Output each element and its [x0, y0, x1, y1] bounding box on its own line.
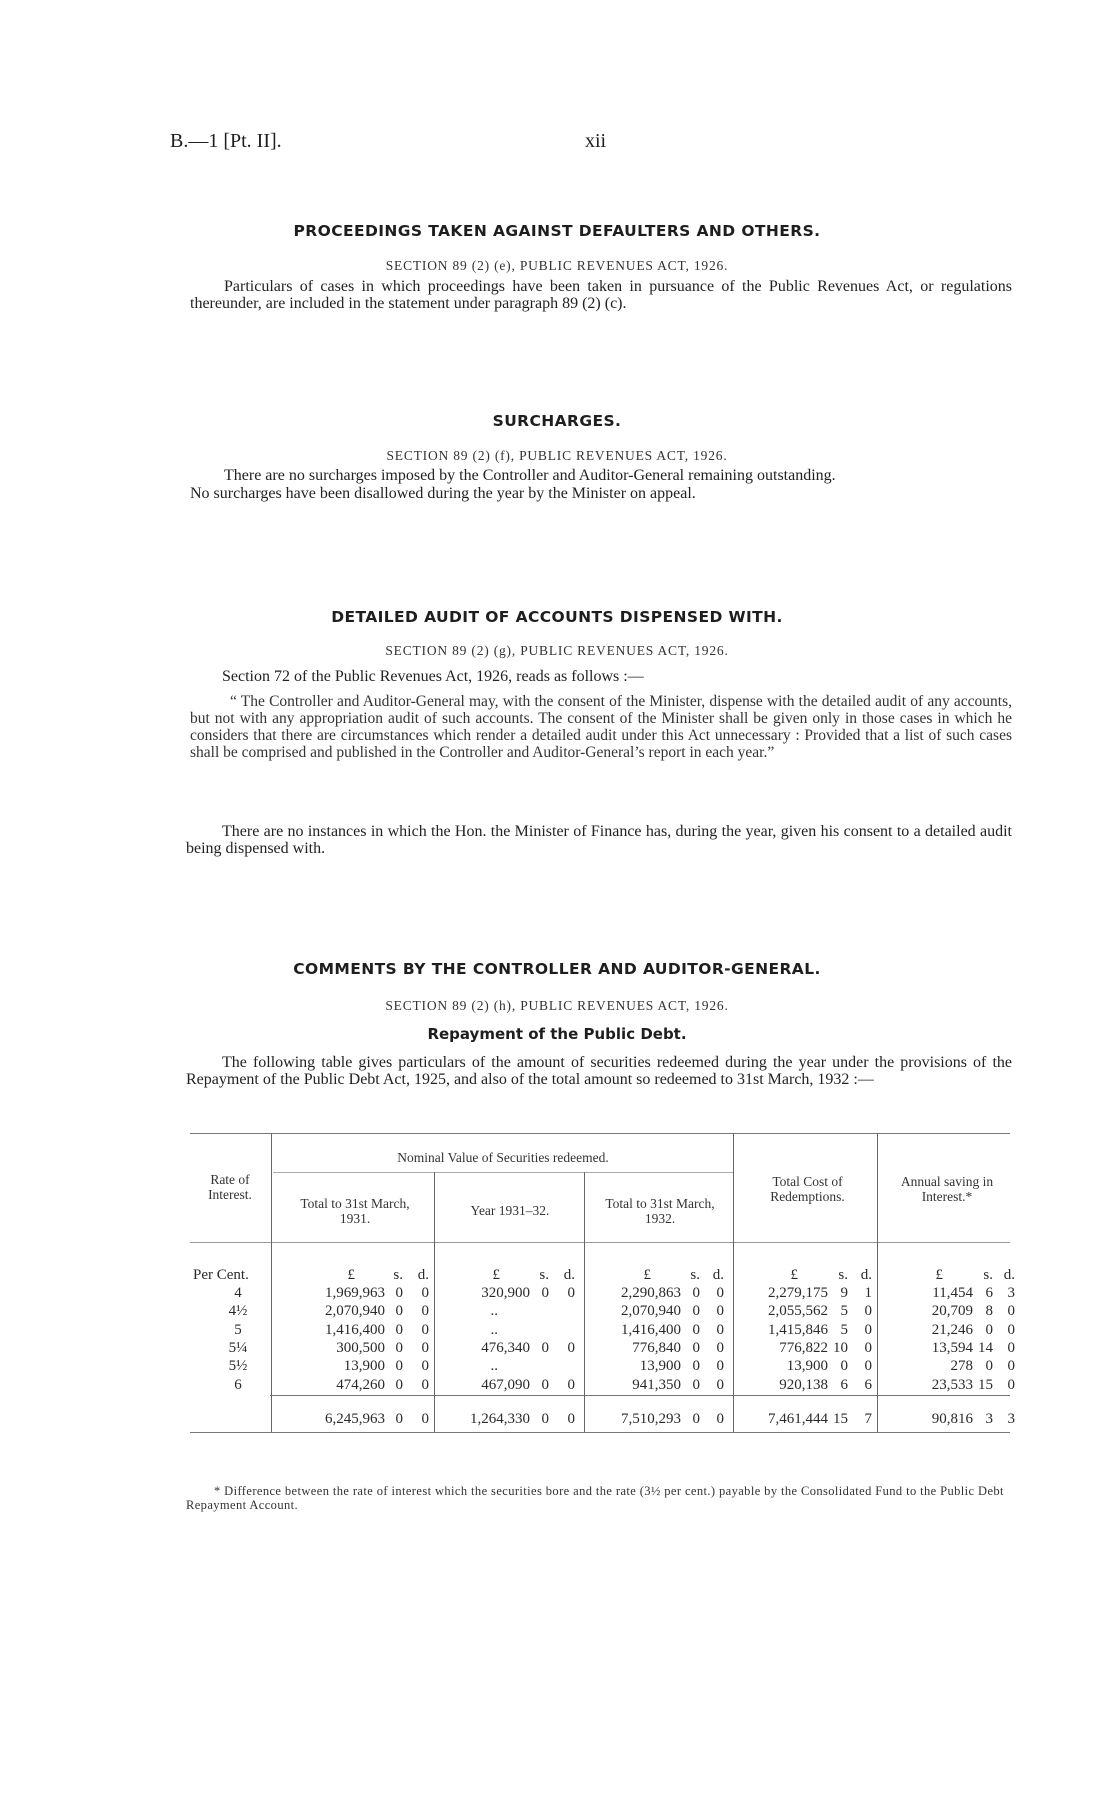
header-rate: Rate of Interest.	[208, 1172, 252, 1202]
sav-shillings-cell: 6	[985, 1285, 993, 1301]
col-rule-1	[271, 1133, 272, 1432]
t31-pence-cell: 0	[421, 1303, 429, 1320]
unit-pound: £	[643, 1267, 651, 1283]
sav-pounds-cell: 23,533	[931, 1376, 973, 1393]
unit-pence: d.	[712, 1267, 724, 1283]
sav-pence-cell: 0	[1007, 1321, 1015, 1338]
t32-pounds-cell: 776,840	[632, 1339, 681, 1356]
sav-pounds-cell: 278	[950, 1358, 973, 1375]
total-cost-pounds: 7,461,444	[768, 1411, 828, 1427]
subtitle-repayment: Repayment of the Public Debt.	[427, 1025, 687, 1043]
section-reference-audit: SECTION 89 (2) (g), PUBLIC REVENUES ACT, 1926.	[385, 643, 729, 658]
cost-shillings-cell: 6	[840, 1376, 848, 1393]
yr-pounds-cell: ..	[490, 1321, 498, 1338]
unit-pence: d.	[860, 1267, 872, 1283]
t31-pence-cell: 0	[421, 1285, 429, 1301]
total-t32-shillings: 0	[692, 1411, 700, 1427]
unit-per-cent: Per Cent.	[193, 1267, 249, 1283]
audit-intro: Section 72 of the Public Revenues Act, 1926, reads as follows :—	[222, 668, 644, 685]
unit-pound: £	[492, 1267, 500, 1283]
t32-pence-cell: 0	[716, 1303, 724, 1320]
header-year-1931-32: Year 1931–32.	[470, 1203, 550, 1218]
unit-pound: £	[790, 1267, 798, 1283]
sav-shillings-cell: 8	[985, 1303, 993, 1320]
t32-shillings-cell: 0	[692, 1321, 700, 1338]
total-t32-pounds: 7,510,293	[621, 1411, 681, 1427]
t32-pounds-cell: 1,416,400	[621, 1321, 681, 1338]
header-bottom-rule	[190, 1242, 1010, 1243]
sav-pounds-cell: 13,594	[931, 1339, 973, 1356]
t32-pence-cell: 0	[716, 1376, 724, 1393]
total-yr-pence: 0	[567, 1411, 575, 1427]
t32-pounds-cell: 2,290,863	[621, 1285, 681, 1301]
total-sav-pence: 3	[1007, 1411, 1015, 1427]
sav-pence-cell: 0	[1007, 1303, 1015, 1320]
sav-pounds-cell: 11,454	[932, 1285, 973, 1301]
yr-pence-cell: 0	[567, 1339, 575, 1356]
section-title-surcharges: SURCHARGES.	[492, 412, 622, 430]
t31-shillings-cell: 0	[395, 1321, 403, 1338]
t31-pounds-cell: 13,900	[343, 1358, 385, 1375]
paragraph-repayment: The following table gives particulars of the amount of securities redeemed during the year under the provisions of the Repayment of the Public Debt Act, 1925, and also of the total amount so redeemed to 31st March, 1932 :—	[186, 1054, 1012, 1088]
yr-pounds-cell: ..	[490, 1303, 498, 1320]
t31-shillings-cell: 0	[395, 1303, 403, 1320]
rate-cell: 6	[234, 1376, 242, 1393]
table-bottom-rule	[190, 1432, 1010, 1433]
header-total-1931: Total to 31st March, 1931.	[300, 1196, 410, 1226]
yr-shillings-cell: 0	[541, 1285, 549, 1301]
paragraph-audit: There are no instances in which the Hon. the Minister of Finance has, during the year, given his consent to a detailed audit being dispensed with.	[186, 823, 1012, 857]
unit-pence: d.	[563, 1267, 575, 1283]
unit-shillings: s.	[690, 1267, 700, 1283]
unit-pound: £	[935, 1267, 943, 1283]
yr-pounds-cell: 320,900	[481, 1285, 530, 1301]
total-t32-pence: 0	[716, 1411, 724, 1427]
rate-cell: 5½	[228, 1358, 248, 1375]
t31-pence-cell: 0	[421, 1321, 429, 1338]
yr-shillings-cell: 0	[541, 1376, 549, 1393]
col-rule-3	[584, 1172, 585, 1432]
section-72-quote: “ The Controller and Auditor-General may, with the consent of the Minister, dispense with the detailed audit of any accounts, but not with any appropriation audit of such accounts. The consent of the Minister shall be given only in those cases in which he considers that there are circumstances which render a detailed audit under this Act unnecessary : Provided that a list of such cases shall be comprised and published in the Controller and Auditor-General’s report in each year.”	[190, 693, 1012, 761]
sav-shillings-cell: 15	[978, 1376, 993, 1393]
cost-pounds-cell: 1,415,846	[768, 1321, 828, 1338]
t31-pence-cell: 0	[421, 1339, 429, 1356]
t32-pence-cell: 0	[716, 1321, 724, 1338]
cost-pence-cell: 0	[864, 1358, 872, 1375]
rate-cell: 4	[234, 1285, 242, 1301]
yr-pounds-cell: 467,090	[481, 1376, 530, 1393]
t31-pounds-cell: 2,070,940	[325, 1303, 385, 1320]
yr-pounds-cell: 476,340	[481, 1339, 530, 1356]
cost-pounds-cell: 920,138	[779, 1376, 828, 1393]
surcharges-line-2: No surcharges have been disallowed during the year by the Minister on appeal.	[190, 485, 696, 502]
unit-pence: d.	[417, 1267, 429, 1283]
cost-pounds-cell: 776,822	[779, 1339, 828, 1356]
header-total-cost: Total Cost of Redemptions.	[770, 1174, 845, 1204]
t32-pounds-cell: 941,350	[632, 1376, 681, 1393]
cost-shillings-cell: 5	[840, 1303, 848, 1320]
t31-pence-cell: 0	[421, 1376, 429, 1393]
sav-pence-cell: 0	[1007, 1358, 1015, 1375]
rate-cell: 4½	[228, 1303, 248, 1320]
section-title-comments: COMMENTS BY THE CONTROLLER AND AUDITOR-GENERAL.	[293, 960, 821, 978]
sav-shillings-cell: 0	[985, 1358, 993, 1375]
col-rule-4	[733, 1133, 734, 1432]
totals-rule	[270, 1395, 1010, 1396]
unit-shillings: s.	[393, 1267, 403, 1283]
t31-shillings-cell: 0	[395, 1376, 403, 1393]
t32-shillings-cell: 0	[692, 1376, 700, 1393]
t31-pounds-cell: 474,260	[336, 1376, 385, 1393]
t31-pounds-cell: 1,969,963	[325, 1285, 385, 1301]
t31-shillings-cell: 0	[395, 1285, 403, 1301]
sav-pence-cell: 3	[1007, 1285, 1015, 1301]
cost-shillings-cell: 5	[840, 1321, 848, 1338]
t32-pence-cell: 0	[716, 1285, 724, 1301]
unit-shillings: s.	[838, 1267, 848, 1283]
t32-shillings-cell: 0	[692, 1303, 700, 1320]
t32-shillings-cell: 0	[692, 1339, 700, 1356]
sav-pounds-cell: 20,709	[931, 1303, 973, 1320]
t32-pence-cell: 0	[716, 1339, 724, 1356]
unit-pence: d.	[1003, 1267, 1015, 1283]
cost-pence-cell: 0	[864, 1339, 872, 1356]
section-reference-surcharges: SECTION 89 (2) (f), PUBLIC REVENUES ACT, 1926.	[386, 448, 728, 463]
col-rule-5	[877, 1133, 878, 1432]
footnote: * Difference between the rate of interest which the securities bore and the rate (3½ per cent.) payable by the Consolidated Fund to the Public Debt Repayment Account.	[186, 1484, 1004, 1512]
total-cost-pence: 7	[864, 1411, 872, 1427]
nominal-group-rule	[273, 1172, 733, 1173]
t31-shillings-cell: 0	[395, 1358, 403, 1375]
section-reference-comments: SECTION 89 (2) (h), PUBLIC REVENUES ACT, 1926.	[385, 998, 729, 1013]
unit-shillings: s.	[983, 1267, 993, 1283]
unit-pound: £	[347, 1267, 355, 1283]
t32-shillings-cell: 0	[692, 1285, 700, 1301]
t32-shillings-cell: 0	[692, 1358, 700, 1375]
total-t31-pence: 0	[421, 1411, 429, 1427]
section-title-audit-dispensed: DETAILED AUDIT OF ACCOUNTS DISPENSED WITH.	[331, 608, 783, 626]
sav-shillings-cell: 14	[978, 1339, 993, 1356]
section-reference-defaulters: SECTION 89 (2) (e), PUBLIC REVENUES ACT, 1926.	[385, 258, 729, 273]
cost-pence-cell: 0	[864, 1303, 872, 1320]
page-reference: B.—1 [Pt. II].	[170, 130, 282, 152]
surcharges-line-1: There are no surcharges imposed by the Controller and Auditor-General remaining outstanding.	[224, 467, 836, 484]
total-t31-shillings: 0	[395, 1411, 403, 1427]
paragraph-defaulters: Particulars of cases in which proceedings have been taken in pursuance of the Public Revenues Act, or regulations thereunder, are included in the statement under paragraph 89 (2) (c).	[190, 278, 1012, 312]
total-t31-pounds: 6,245,963	[325, 1411, 385, 1427]
total-yr-pounds: 1,264,330	[470, 1411, 530, 1427]
header-total-1932: Total to 31st March, 1932.	[605, 1196, 715, 1226]
sav-pounds-cell: 21,246	[931, 1321, 973, 1338]
total-sav-shillings: 3	[985, 1411, 993, 1427]
table-top-rule	[190, 1133, 1010, 1134]
yr-pence-cell: 0	[567, 1285, 575, 1301]
total-sav-pounds: 90,816	[931, 1411, 973, 1427]
col-rule-2	[434, 1172, 435, 1432]
t32-pounds-cell: 13,900	[639, 1358, 681, 1375]
cost-shillings-cell: 0	[840, 1358, 848, 1375]
sav-pence-cell: 0	[1007, 1376, 1015, 1393]
cost-pence-cell: 0	[864, 1321, 872, 1338]
yr-shillings-cell: 0	[541, 1339, 549, 1356]
cost-pounds-cell: 2,279,175	[768, 1285, 828, 1301]
t31-pence-cell: 0	[421, 1358, 429, 1375]
cost-pence-cell: 6	[864, 1376, 872, 1393]
yr-pounds-cell: ..	[490, 1358, 498, 1375]
cost-shillings-cell: 9	[840, 1285, 848, 1301]
cost-pounds-cell: 13,900	[786, 1358, 828, 1375]
t32-pounds-cell: 2,070,940	[621, 1303, 681, 1320]
yr-pence-cell: 0	[567, 1376, 575, 1393]
total-yr-shillings: 0	[541, 1411, 549, 1427]
cost-shillings-cell: 10	[833, 1339, 848, 1356]
header-annual-saving: Annual saving in Interest.*	[900, 1174, 994, 1204]
section-title-defaulters: PROCEEDINGS TAKEN AGAINST DEFAULTERS AND OTHERS.	[293, 222, 821, 240]
t31-shillings-cell: 0	[395, 1339, 403, 1356]
cost-pounds-cell: 2,055,562	[768, 1303, 828, 1320]
unit-shillings: s.	[539, 1267, 549, 1283]
header-nominal-group: Nominal Value of Securities redeemed.	[397, 1150, 609, 1165]
rate-cell: 5¼	[228, 1339, 248, 1356]
total-cost-shillings: 15	[833, 1411, 848, 1427]
sav-shillings-cell: 0	[985, 1321, 993, 1338]
rate-cell: 5	[234, 1321, 242, 1338]
t31-pounds-cell: 1,416,400	[325, 1321, 385, 1338]
t31-pounds-cell: 300,500	[336, 1339, 385, 1356]
t32-pence-cell: 0	[716, 1358, 724, 1375]
cost-pence-cell: 1	[864, 1285, 872, 1301]
page-number: xii	[585, 130, 607, 152]
sav-pence-cell: 0	[1007, 1339, 1015, 1356]
